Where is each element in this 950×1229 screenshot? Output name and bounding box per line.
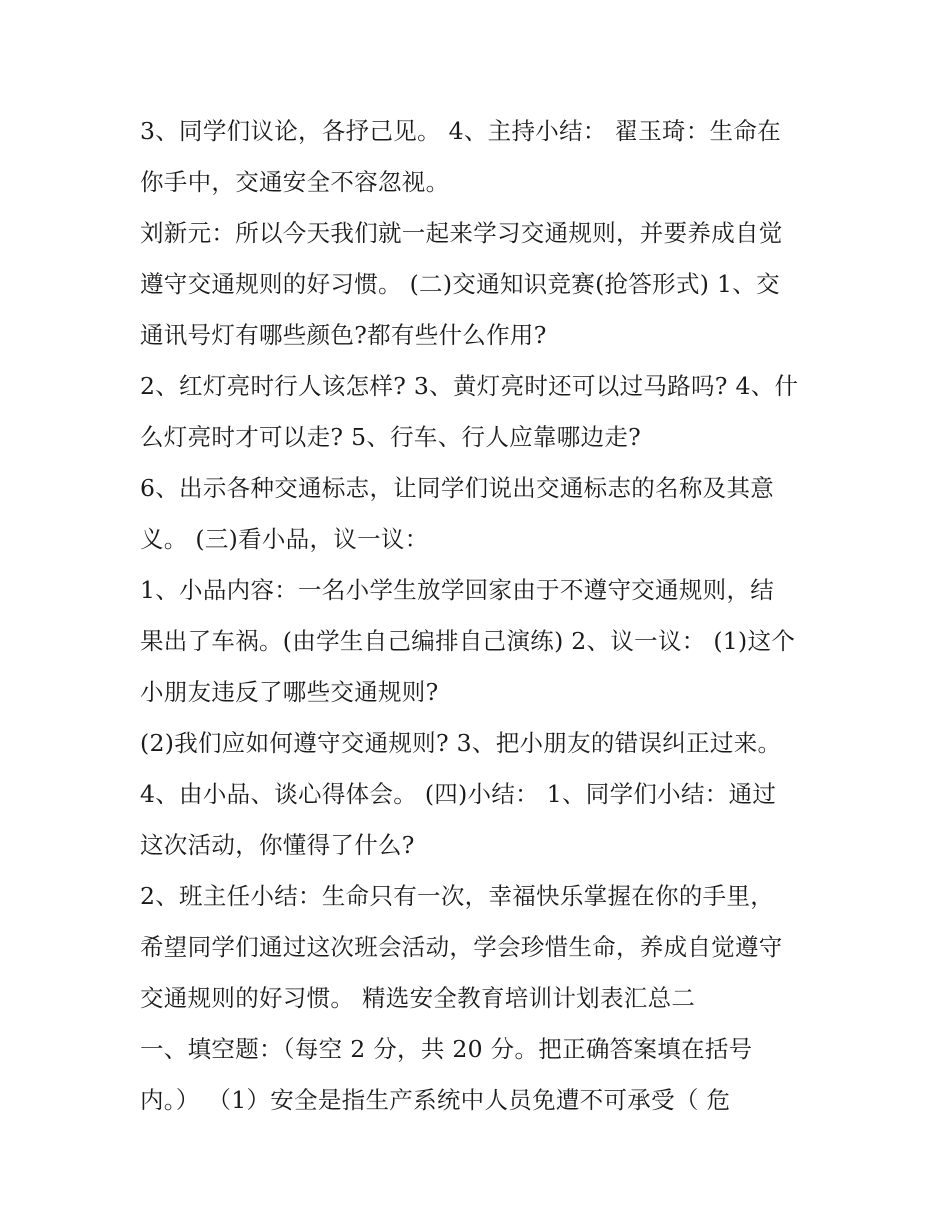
text-line: 义。 (三)看小品，议一议： [140, 525, 429, 553]
text-line: 2、红灯亮时行人该怎样? 3、黄灯亮时还可以过马路吗? 4、什 [140, 372, 799, 400]
text-line: 1、小品内容：一名小学生放学回家由于不遵守交通规则，结 [140, 576, 775, 604]
text-line: 遵守交通规则的好习惯。 (二)交通知识竞赛(抢答形式) 1、交 [140, 270, 780, 298]
text-line: 4、由小品、谈心得体会。 (四)小结： 1、同学们小结：通过 [140, 780, 777, 808]
text-line: 2、班主任小结：生命只有一次，幸福快乐掌握在你的手里， [140, 882, 775, 910]
text-line: 内。） （1）安全是指生产系统中人员免遭不可承受（ 危 [140, 1086, 731, 1114]
text-line: 果出了车祸。(由学生自己编排自己演练) 2、议一议： (1)这个 [140, 627, 796, 655]
text-line: 通讯号灯有哪些颜色?都有些什么作用? [140, 321, 547, 349]
text-line: 6、出示各种交通标志，让同学们说出交通标志的名称及其意 [140, 474, 775, 502]
text-line: 刘新元：所以今天我们就一起来学习交通规则，并要养成自觉 [140, 219, 783, 247]
text-line: 交通规则的好习惯。 精选安全教育培训计划表汇总二 [140, 984, 696, 1012]
text-line: 希望同学们通过这次班会活动，学会珍惜生命，养成自觉遵守 [140, 933, 783, 961]
document-body [140, 108, 830, 1128]
text-line: (2)我们应如何遵守交通规则? 3、把小朋友的错误纠正过来。 [140, 729, 782, 757]
text-line: 一、填空题：（每空 2 分，共 20 分。把正确答案填在括号 [140, 1035, 753, 1063]
text-line: 3、同学们议论，各抒己见。 4、主持小结： 翟玉琦：生命在 [140, 117, 782, 145]
text-line: 你手中，交通安全不容忽视。 [140, 168, 450, 196]
text-line: 小朋友违反了哪些交通规则? [140, 678, 439, 706]
text-line: 么灯亮时才可以走? 5、行车、行人应靠哪边走? [140, 423, 642, 451]
text-line: 这次活动，你懂得了什么? [140, 831, 415, 859]
